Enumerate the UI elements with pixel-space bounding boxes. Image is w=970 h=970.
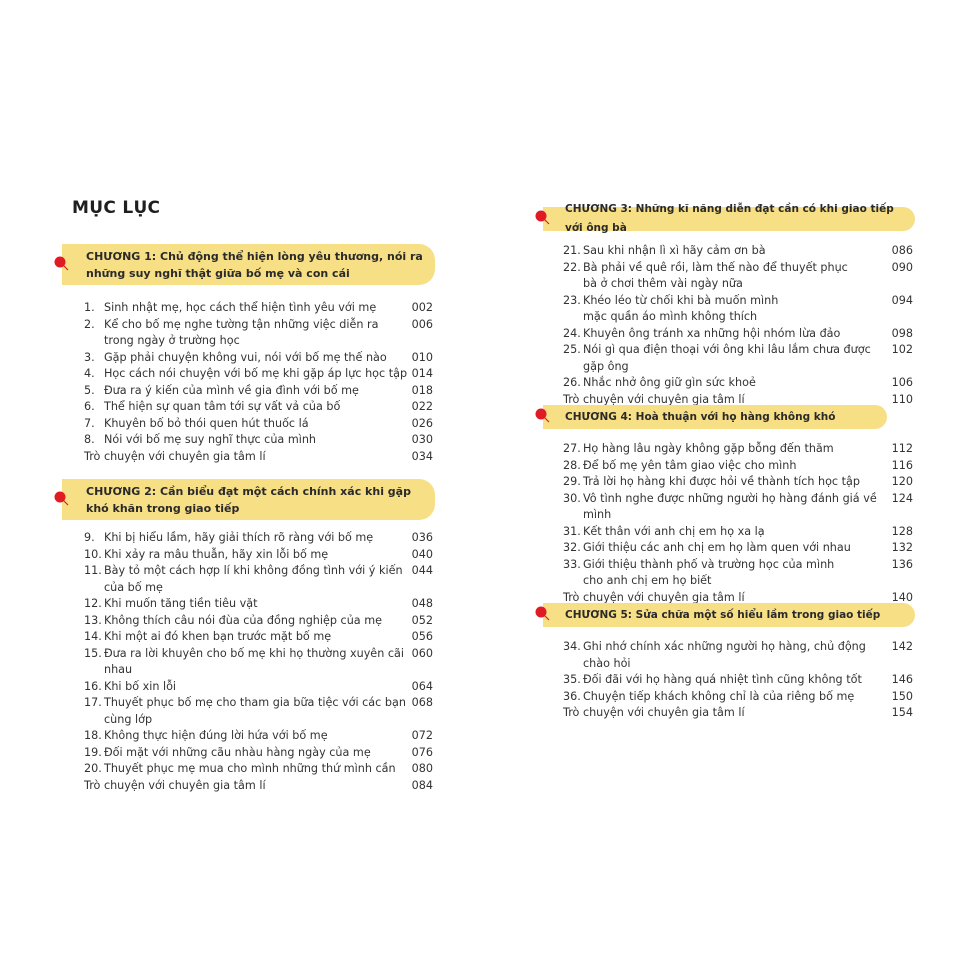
- toc-entry: [563, 342, 913, 375]
- entry-title: Bày tỏ một cách hợp lí khi không đồng tình với ý kiến của bố mẹ: [104, 564, 403, 594]
- entry-page-number: 142: [891, 640, 913, 653]
- entry-title: Kết thân với anh chị em họ xa lạ: [583, 524, 765, 538]
- toc-entry: [563, 243, 913, 260]
- entry-number: 28.: [563, 458, 581, 472]
- entry-title: Khi một ai đó khen bạn trước mặt bố mẹ: [104, 630, 332, 643]
- entry-title: Học cách nói chuyện với bố mẹ khi gặp áp lực học tập: [104, 367, 408, 380]
- entry-title: Đưa ra ý kiến của mình về gia đình với bố mẹ: [104, 383, 359, 397]
- toc-entry: [563, 260, 913, 293]
- entry-page-number: 018: [411, 383, 433, 397]
- toc-entry: [563, 689, 913, 706]
- entry-title: Sinh nhật mẹ, học cách thể hiện tình yêu với mẹ: [104, 301, 377, 314]
- toc-entry: [563, 524, 913, 541]
- entry-title: Giới thiệu các anh chị em họ làm quen với nhau: [583, 541, 851, 554]
- entry-title: Vô tình nghe được những người họ hàng đánh giá về mình: [583, 491, 877, 521]
- entry-page-number: 080: [411, 762, 433, 775]
- toc-entry: [84, 350, 433, 367]
- toc-entry: [563, 705, 913, 722]
- entry-title: Khuyên bố bỏ thói quen hút thuốc lá: [104, 416, 309, 430]
- toc-entry: [84, 449, 433, 466]
- toc-entry: [84, 530, 433, 547]
- entry-title: Trả lời họ hàng khi được hỏi về thành tích học tập: [583, 475, 860, 488]
- entry-number: 23.: [563, 293, 581, 307]
- toc-entry: [563, 375, 913, 392]
- entry-number: 17.: [84, 696, 102, 709]
- pin-icon: [53, 255, 69, 271]
- entry-page-number: 056: [411, 630, 433, 643]
- chapter-3-header: [543, 203, 915, 234]
- toc-entry: [84, 728, 433, 745]
- chapter-2-header: [62, 479, 435, 520]
- entry-number: 22.: [563, 260, 581, 274]
- entry-page-number: 116: [891, 458, 913, 472]
- entry-number: 16.: [84, 679, 102, 693]
- toc-entry: [84, 366, 433, 383]
- toc-entry: [84, 399, 433, 416]
- toc-entry: [563, 326, 913, 343]
- entry-title: Trò chuyện với chuyên gia tâm lí: [84, 778, 266, 792]
- toc-entry: [84, 432, 433, 449]
- entry-title: Thuyết phục bố mẹ cho tham gia bữa tiệc với các bạn cùng lớp: [104, 696, 406, 726]
- entry-page-number: 034: [411, 449, 433, 463]
- entry-title: Không thực hiện đúng lời hứa với bố mẹ: [104, 729, 328, 742]
- entry-number: 12.: [84, 597, 102, 610]
- chapter-4-entries: [563, 441, 913, 606]
- entry-number: 5.: [84, 383, 95, 397]
- toc-entry: [563, 441, 913, 458]
- entry-title: Thể hiện sự quan tâm tới sự vất vả của bố: [104, 400, 341, 413]
- entry-page-number: 120: [891, 475, 913, 488]
- chapter-title: CHƯƠNG 4: Hoà thuận với họ hàng không khó: [565, 410, 836, 423]
- entry-title: Gặp phải chuyện không vui, nói với bố mẹ thế nào: [104, 350, 387, 364]
- entry-number: 13.: [84, 613, 102, 627]
- entry-page-number: 150: [891, 689, 913, 703]
- entry-number: 21.: [563, 244, 581, 257]
- entry-page-number: 006: [411, 317, 433, 331]
- toc-entry: [563, 458, 913, 475]
- entry-title: Trò chuyện với chuyên gia tâm lí: [563, 590, 745, 604]
- toc-entry: [84, 547, 433, 564]
- entry-page-number: 106: [891, 376, 913, 389]
- chapter-2-entries: [84, 530, 433, 794]
- entry-number: 8.: [84, 433, 95, 446]
- entry-number: 24.: [563, 326, 581, 340]
- entry-number: 10.: [84, 547, 102, 561]
- entry-number: 20.: [84, 762, 102, 775]
- entry-title: Khi xảy ra mâu thuẫn, hãy xin lỗi bố mẹ: [104, 547, 329, 561]
- entry-number: 36.: [563, 689, 581, 703]
- toc-entry: [563, 540, 913, 557]
- entry-page-number: 068: [411, 696, 433, 709]
- entry-page-number: 010: [411, 350, 433, 364]
- entry-page-number: 022: [411, 400, 433, 413]
- entry-number: 33.: [563, 557, 581, 571]
- entry-page-number: 084: [411, 778, 433, 792]
- chapter-5-entries: [563, 639, 913, 722]
- pin-icon: [53, 490, 69, 506]
- toc-entry: [84, 629, 433, 646]
- entry-number: 32.: [563, 541, 581, 554]
- entry-page-number: 076: [411, 745, 433, 759]
- entry-page-number: 072: [411, 729, 433, 742]
- entry-title: Trò chuyện với chuyên gia tâm lí: [84, 449, 266, 463]
- toc-entry: [84, 300, 433, 317]
- entry-page-number: 044: [411, 564, 433, 577]
- chapter-title: CHƯƠNG 1: Chủ động thể hiện lòng yêu thương, nói ra những suy nghĩ thật giữa bố mẹ và con cái: [86, 249, 423, 280]
- entry-title: Giới thiệu thành phố và trường học của mình cho anh chị em họ biết: [583, 557, 835, 587]
- entry-page-number: 090: [891, 260, 913, 274]
- entry-title: Ghi nhớ chính xác những người họ hàng, chủ động chào hỏi: [583, 640, 866, 670]
- entry-page-number: 102: [891, 343, 913, 356]
- chapter-5-header: [543, 603, 915, 627]
- toc-entry: [84, 317, 433, 350]
- pin-icon: [534, 605, 550, 621]
- entry-number: 2.: [84, 317, 95, 331]
- page-title: MỤC LỤC: [72, 198, 161, 218]
- toc-entry: [84, 646, 433, 679]
- entry-page-number: 026: [411, 416, 433, 430]
- entry-title: Nói gì qua điện thoại với ông khi lâu lắm chưa được gặp ông: [583, 343, 871, 373]
- toc-entry: [84, 695, 433, 728]
- entry-title: Khi bố xin lỗi: [104, 679, 177, 693]
- entry-number: 3.: [84, 350, 95, 364]
- toc-entry: [563, 557, 913, 590]
- entry-title: Để bố mẹ yên tâm giao việc cho mình: [583, 458, 797, 472]
- toc-entry: [563, 474, 913, 491]
- entry-number: 26.: [563, 376, 581, 389]
- toc-entry: [84, 563, 433, 596]
- toc-entry: [84, 761, 433, 778]
- entry-number: 31.: [563, 524, 581, 538]
- entry-title: Bà phải về quê rồi, làm thế nào để thuyết phục bà ở chơi thêm vài ngày nữa: [583, 260, 848, 290]
- entry-number: 9.: [84, 531, 95, 544]
- entry-page-number: 052: [411, 613, 433, 627]
- entry-page-number: 040: [411, 547, 433, 561]
- entry-title: Nhắc nhở ông giữ gìn sức khoẻ: [583, 376, 756, 389]
- entry-page-number: 030: [411, 433, 433, 446]
- entry-number: 7.: [84, 416, 95, 430]
- chapter-1-header: [62, 244, 435, 285]
- entry-number: 30.: [563, 491, 581, 505]
- entry-title: Họ hàng lâu ngày không gặp bỗng đến thăm: [583, 442, 834, 455]
- entry-number: 11.: [84, 564, 102, 577]
- pin-icon: [534, 209, 550, 225]
- entry-page-number: 094: [891, 293, 913, 307]
- entry-title: Đối đãi với họ hàng quá nhiệt tình cũng không tốt: [583, 673, 862, 686]
- entry-page-number: 086: [891, 244, 913, 257]
- entry-number: 29.: [563, 475, 581, 488]
- entry-page-number: 132: [891, 541, 913, 554]
- entry-number: 14.: [84, 630, 102, 643]
- toc-entry: [84, 778, 433, 795]
- entry-page-number: 064: [411, 679, 433, 693]
- entry-number: 35.: [563, 673, 581, 686]
- entry-title: Sau khi nhận lì xì hãy cảm ơn bà: [583, 244, 766, 257]
- entry-title: Khéo léo từ chối khi bà muốn mình mặc quần áo mình không thích: [583, 293, 779, 323]
- entry-title: Đối mặt với những cãu nhàu hàng ngày của mẹ: [104, 745, 371, 759]
- entry-page-number: 124: [891, 491, 913, 505]
- entry-number: 1.: [84, 301, 95, 314]
- entry-page-number: 048: [411, 597, 433, 610]
- entry-number: 6.: [84, 400, 95, 413]
- entry-page-number: 036: [411, 531, 433, 544]
- entry-page-number: 154: [891, 706, 913, 719]
- entry-number: 19.: [84, 745, 102, 759]
- entry-number: 27.: [563, 442, 581, 455]
- entry-title: Chuyện tiếp khách không chỉ là của riêng bố mẹ: [583, 689, 855, 703]
- entry-page-number: 140: [891, 590, 913, 604]
- toc-entry: [84, 745, 433, 762]
- entry-title: Khuyên ông tránh xa những hội nhóm lừa đảo: [583, 326, 841, 340]
- entry-page-number: 112: [891, 442, 913, 455]
- entry-page-number: 060: [411, 646, 433, 660]
- entry-page-number: 146: [891, 673, 913, 686]
- chapter-title: CHƯƠNG 3: Những kĩ năng diễn đạt cần có khi giao tiếp với ông bà: [565, 203, 894, 234]
- entry-page-number: 136: [891, 557, 913, 571]
- entry-page-number: 002: [411, 301, 433, 314]
- entry-title: Kể cho bố mẹ nghe tường tận những việc diễn ra trong ngày ở trường học: [104, 317, 379, 347]
- toc-entry: [84, 416, 433, 433]
- toc-entry: [84, 613, 433, 630]
- entry-title: Trò chuyện với chuyên gia tâm lí: [563, 706, 745, 719]
- chapter-3-entries: [563, 243, 913, 408]
- entry-title: Trò chuyện với chuyên gia tâm lí: [563, 392, 745, 406]
- entry-title: Đưa ra lời khuyên cho bố mẹ khi họ thường xuyên cãi nhau: [104, 646, 404, 676]
- pin-icon: [534, 407, 550, 423]
- chapter-title: CHƯƠNG 5: Sửa chữa một số hiểu lầm trong giao tiếp: [565, 608, 881, 621]
- entry-title: Khi muốn tăng tiền tiêu vặt: [104, 597, 258, 610]
- chapter-title: CHƯƠNG 2: Cần biểu đạt một cách chính xác khi gặp khó khăn trong giao tiếp: [86, 484, 411, 515]
- entry-title: Thuyết phục mẹ mua cho mình những thứ mình cần: [104, 762, 396, 775]
- entry-number: 4.: [84, 367, 95, 380]
- chapter-4-header: [543, 405, 887, 429]
- entry-title: Nói với bố mẹ suy nghĩ thực của mình: [104, 433, 317, 446]
- toc-entry: [84, 679, 433, 696]
- entry-page-number: 128: [891, 524, 913, 538]
- toc-entry: [563, 491, 913, 524]
- toc-entry: [563, 293, 913, 326]
- entry-number: 15.: [84, 646, 102, 660]
- chapter-1-entries: [84, 300, 433, 465]
- entry-number: 34.: [563, 640, 581, 653]
- toc-entry: [563, 639, 913, 672]
- toc-entry: [84, 383, 433, 400]
- entry-page-number: 014: [411, 367, 433, 380]
- entry-page-number: 110: [891, 392, 913, 406]
- entry-title: Không thích câu nói đùa của đồng nghiệp của mẹ: [104, 613, 382, 627]
- toc-entry: [563, 672, 913, 689]
- toc-entry: [84, 596, 433, 613]
- entry-number: 18.: [84, 729, 102, 742]
- entry-number: 25.: [563, 343, 581, 356]
- entry-title: Khi bị hiểu lầm, hãy giải thích rõ ràng với bố mẹ: [104, 531, 374, 544]
- entry-page-number: 098: [891, 326, 913, 340]
